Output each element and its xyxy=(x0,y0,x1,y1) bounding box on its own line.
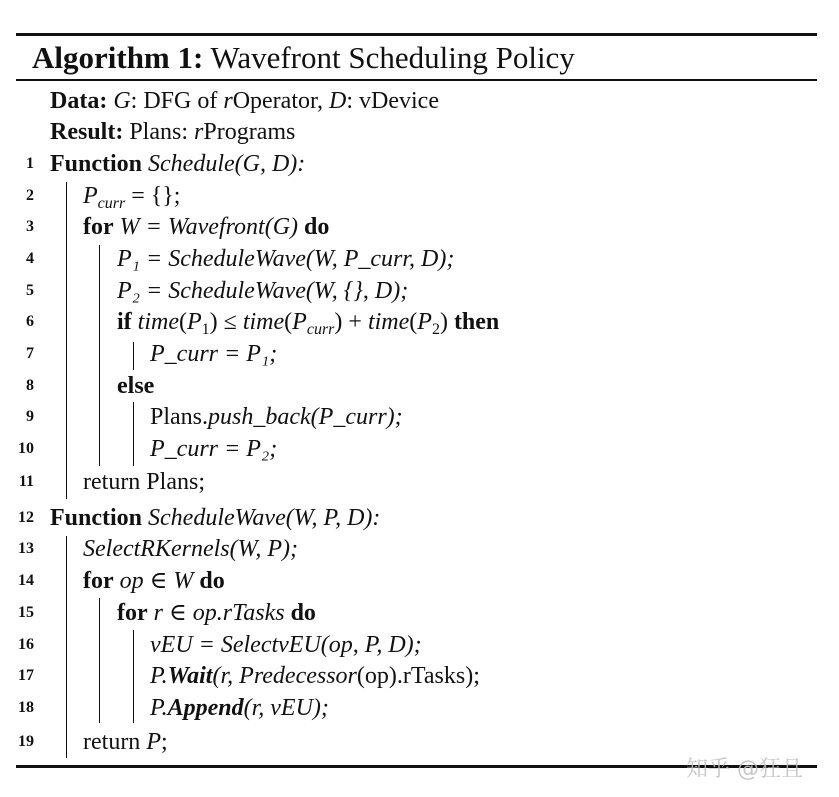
data-d: D xyxy=(329,88,347,114)
rtasks-arg: (op).rTasks); xyxy=(356,663,480,689)
line-text xyxy=(117,370,154,402)
line-number: 6 xyxy=(26,313,34,330)
line-number: 19 xyxy=(18,733,34,750)
line-text xyxy=(150,692,329,724)
line-text: if $time(P_1)$ ≤ $time(P_{curr})$ + $time(P_2)$ then xyxy=(117,309,500,338)
line-number: 17 xyxy=(18,667,34,684)
function-name: ScheduleWave(W, P, D): xyxy=(148,505,381,531)
return-keyword: return xyxy=(83,729,147,755)
keyword-function: Function xyxy=(50,151,143,177)
data-g: G xyxy=(113,88,131,114)
line-number: 3 xyxy=(26,218,34,235)
loop-expr: r ∈ op.rTasks xyxy=(153,600,285,626)
line-text xyxy=(117,243,454,275)
code-line-16 xyxy=(0,629,839,661)
line-text xyxy=(83,466,205,498)
line-number: 14 xyxy=(18,572,34,589)
var-p: P xyxy=(83,183,98,209)
line-text xyxy=(83,180,180,212)
data-line xyxy=(50,86,439,116)
code-line-8 xyxy=(0,370,839,402)
code-line-1 xyxy=(0,148,839,180)
plans-var: Plans. xyxy=(150,404,209,430)
line-text xyxy=(150,629,422,661)
keyword-for: for xyxy=(83,568,114,594)
line-number: 13 xyxy=(18,540,34,557)
line-text xyxy=(83,533,298,565)
code-line-4 xyxy=(0,243,839,275)
subscript-curr: curr xyxy=(97,195,126,212)
code-line-2 xyxy=(0,180,839,212)
keyword-then: then xyxy=(453,309,500,335)
algorithm-label: Algorithm 1: xyxy=(32,40,204,75)
statement: P_curr = P₂; xyxy=(150,436,278,462)
line-number: 1 xyxy=(26,155,34,172)
code-line-9 xyxy=(0,401,839,433)
line-text xyxy=(150,338,277,370)
line-number: 9 xyxy=(26,408,34,425)
statement: P₁ = ScheduleWave(W, P_curr, D); xyxy=(117,246,455,272)
code-line-18 xyxy=(0,692,839,724)
data-g-desc: : DFG of xyxy=(130,88,224,114)
keyword-for: for xyxy=(117,600,148,626)
method-push-back: push_back xyxy=(208,404,311,430)
keyword-else: else xyxy=(117,373,155,399)
code-line-10 xyxy=(0,433,839,465)
data-r: r xyxy=(223,88,233,114)
data-label: Data: xyxy=(50,88,108,114)
line-text xyxy=(150,660,480,692)
line-number: 18 xyxy=(18,699,34,716)
assign-empty: = {}; xyxy=(125,183,181,209)
keyword-for: for xyxy=(83,214,114,240)
line-text xyxy=(150,401,403,433)
statement: SelectRKernels(W, P); xyxy=(83,536,299,562)
code-line-3 xyxy=(0,211,839,243)
method-wait: Wait xyxy=(167,663,213,689)
code-line-14 xyxy=(0,565,839,597)
loop-expr: W = Wavefront(G) xyxy=(119,214,299,240)
result-line xyxy=(50,117,295,147)
line-text xyxy=(83,211,329,243)
predecessor-fn: Predecessor xyxy=(239,663,357,689)
loop-expr: op ∈ W xyxy=(119,568,194,594)
line-text xyxy=(50,502,380,534)
data-d-desc: : vDevice xyxy=(346,88,439,114)
statement: P_curr = P₁; xyxy=(150,341,278,367)
line-number: 4 xyxy=(26,250,34,267)
data-operator: Operator, xyxy=(232,88,330,114)
code-line-7 xyxy=(0,338,839,370)
top-rule xyxy=(16,33,817,36)
code-line-13 xyxy=(0,533,839,565)
method-arg: (P_curr); xyxy=(310,404,403,430)
line-number: 5 xyxy=(26,282,34,299)
code-line-17 xyxy=(0,660,839,692)
watermark: 知乎 @狂且 xyxy=(686,757,803,782)
var-p: P. xyxy=(150,663,168,689)
line-number: 10 xyxy=(18,440,34,457)
line-number: 2 xyxy=(26,187,34,204)
algorithm-title xyxy=(32,38,575,78)
code-line-6 xyxy=(0,306,839,338)
line-number: 11 xyxy=(18,473,34,490)
keyword-do: do xyxy=(304,214,330,240)
code-line-15 xyxy=(0,597,839,629)
keyword-if: if xyxy=(117,309,132,335)
method-args: (r, xyxy=(212,663,240,689)
line-number: 7 xyxy=(26,345,34,362)
keyword-do: do xyxy=(199,568,225,594)
return-statement: return Plans; xyxy=(83,469,205,495)
code-line-12 xyxy=(0,502,839,534)
title-rule xyxy=(16,79,817,81)
method-append: Append xyxy=(167,695,244,721)
var-p: P xyxy=(146,729,161,755)
result-programs: Programs xyxy=(203,119,296,145)
method-args: (r, vEU); xyxy=(243,695,329,721)
result-plans: Plans: xyxy=(123,119,195,145)
algorithm-name: Wavefront Scheduling Policy xyxy=(210,40,575,75)
function-name: Schedule(G, D): xyxy=(148,151,306,177)
line-text xyxy=(50,148,305,180)
line-text xyxy=(150,433,277,465)
line-number: 16 xyxy=(18,636,34,653)
line-text xyxy=(117,275,408,307)
line-number: 12 xyxy=(18,509,34,526)
line-text xyxy=(117,597,316,629)
statement: P₂ = ScheduleWave(W, {}, D); xyxy=(117,278,409,304)
line-number: 8 xyxy=(26,377,34,394)
result-label: Result: xyxy=(50,119,124,145)
line-number: 15 xyxy=(18,604,34,621)
line-text xyxy=(83,726,168,758)
keyword-function: Function xyxy=(50,505,143,531)
code-line-5 xyxy=(0,275,839,307)
line-text xyxy=(83,565,225,597)
keyword-do: do xyxy=(290,600,316,626)
result-r: r xyxy=(194,119,204,145)
code-line-11 xyxy=(0,466,839,498)
var-p: P. xyxy=(150,695,168,721)
semicolon: ; xyxy=(160,729,168,755)
statement: vEU = SelectvEU(op, P, D); xyxy=(150,632,422,658)
